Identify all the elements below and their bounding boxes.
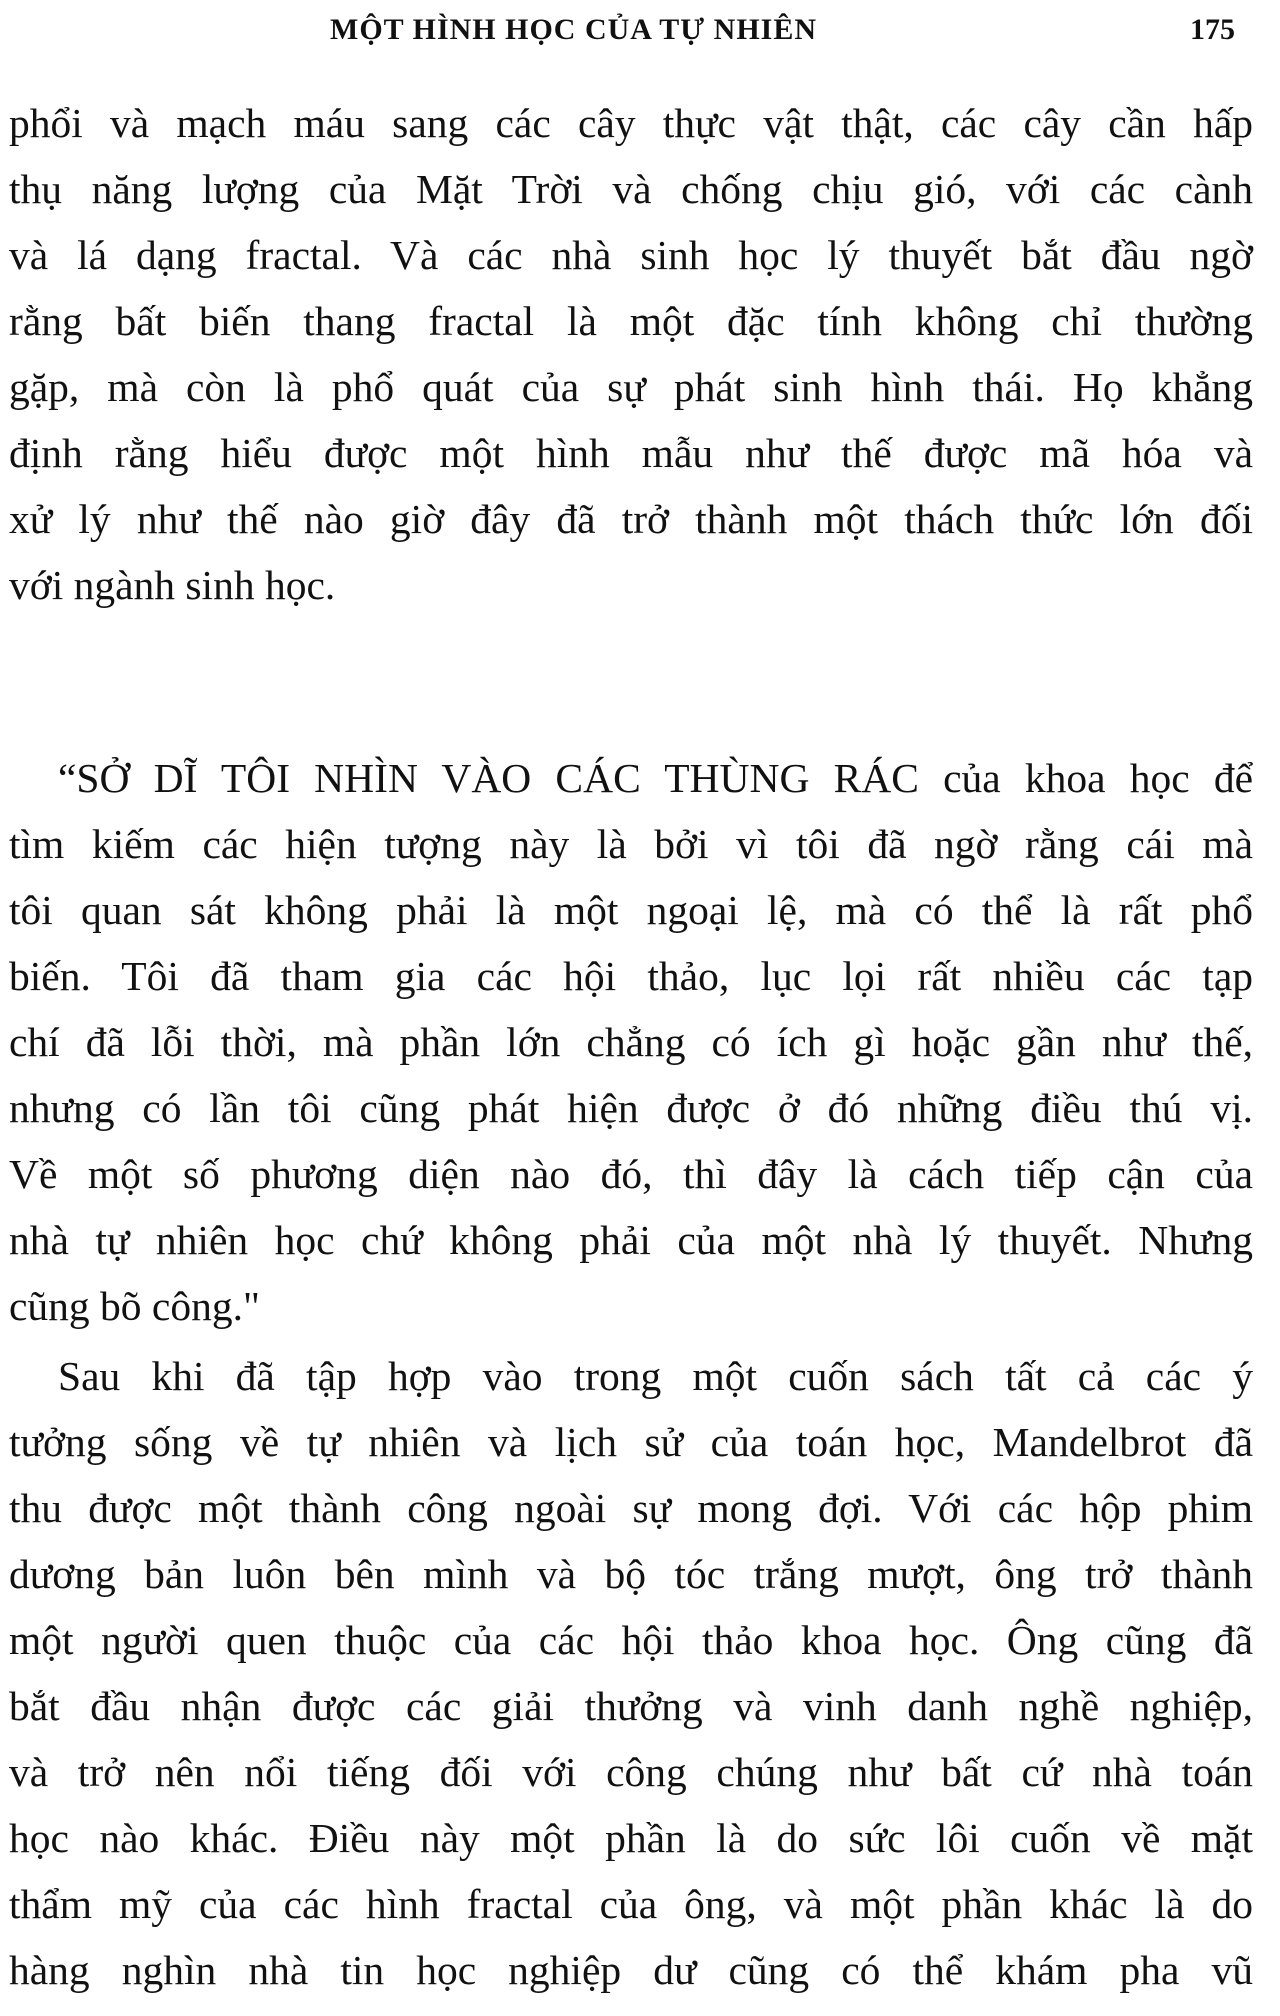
text-line: chí đã lỗi thời, mà phần lớn chẳng có ích gì hoặc gần như thế, — [9, 1019, 1253, 1065]
text-line: thụ năng lượng của Mặt Trời và chống chịu gió, với các cành — [9, 166, 1253, 212]
text-line: với ngành sinh học. — [9, 562, 336, 608]
text-line: nhưng có lần tôi cũng phát hiện được ở đó những điều thú vị. — [9, 1085, 1253, 1131]
text-line: rằng bất biến thang fractal là một đặc tính không chỉ thường — [9, 298, 1253, 344]
paragraph-quotation — [9, 745, 1253, 1339]
text-line: dương bản luôn bên mình và bộ tóc trắng mượt, ông trở thành — [9, 1551, 1253, 1597]
paragraph-body — [9, 1343, 1253, 2003]
text-line: tìm kiếm các hiện tượng này là bởi vì tôi đã ngờ rằng cái mà — [9, 821, 1253, 867]
text-line: một người quen thuộc của các hội thảo khoa học. Ông cũng đã — [9, 1617, 1253, 1663]
text-line: bắt đầu nhận được các giải thưởng và vinh danh nghề nghiệp, — [9, 1683, 1253, 1729]
text-line: và trở nên nổi tiếng đối với công chúng như bất cứ nhà toán — [9, 1749, 1253, 1795]
text-line: nhà tự nhiên học chứ không phải của một nhà lý thuyết. Nhưng — [9, 1217, 1253, 1263]
running-title: MỘT HÌNH HỌC CỦA TỰ NHIÊN — [330, 13, 817, 46]
text-line: biến. Tôi đã tham gia các hội thảo, lục lọi rất nhiều các tạp — [9, 953, 1253, 999]
text-line: Về một số phương diện nào đó, thì đây là cách tiếp cận của — [9, 1151, 1253, 1197]
text-line: tôi quan sát không phải là một ngoại lệ, mà có thể là rất phổ — [9, 887, 1253, 933]
text-line: hàng nghìn nhà tin học nghiệp dư cũng có thể khám pha vũ — [9, 1947, 1253, 1993]
page-number: 175 — [1190, 13, 1235, 46]
text-line: thẩm mỹ của các hình fractal của ông, và một phần khác là do — [9, 1881, 1253, 1927]
text-line: xử lý như thế nào giờ đây đã trở thành một thách thức lớn đối — [9, 496, 1253, 542]
text-line: tưởng sống về tự nhiên và lịch sử của toán học, Mandelbrot đã — [9, 1419, 1253, 1465]
text-line: Sau khi đã tập hợp vào trong một cuốn sách tất cả các ý — [58, 1353, 1253, 1399]
text-line: thu được một thành công ngoài sự mong đợi. Với các hộp phim — [9, 1485, 1253, 1531]
text-line: và lá dạng fractal. Và các nhà sinh học lý thuyết bắt đầu ngờ — [9, 232, 1253, 278]
text-line: học nào khác. Điều này một phần là do sức lôi cuốn về mặt — [9, 1815, 1253, 1861]
paragraph-continuation — [9, 90, 1253, 618]
text-line: định rằng hiểu được một hình mẫu như thế được mã hóa và — [9, 430, 1253, 476]
text-line: “SỞ DĨ TÔI NHÌN VÀO CÁC THÙNG RÁC của khoa học để — [58, 755, 1253, 801]
text-line: gặp, mà còn là phổ quát của sự phát sinh hình thái. Họ khẳng — [9, 364, 1253, 410]
text-line: phổi và mạch máu sang các cây thực vật thật, các cây cần hấp — [9, 100, 1253, 146]
running-header — [0, 10, 1280, 50]
text-line: cũng bõ công." — [9, 1283, 260, 1329]
